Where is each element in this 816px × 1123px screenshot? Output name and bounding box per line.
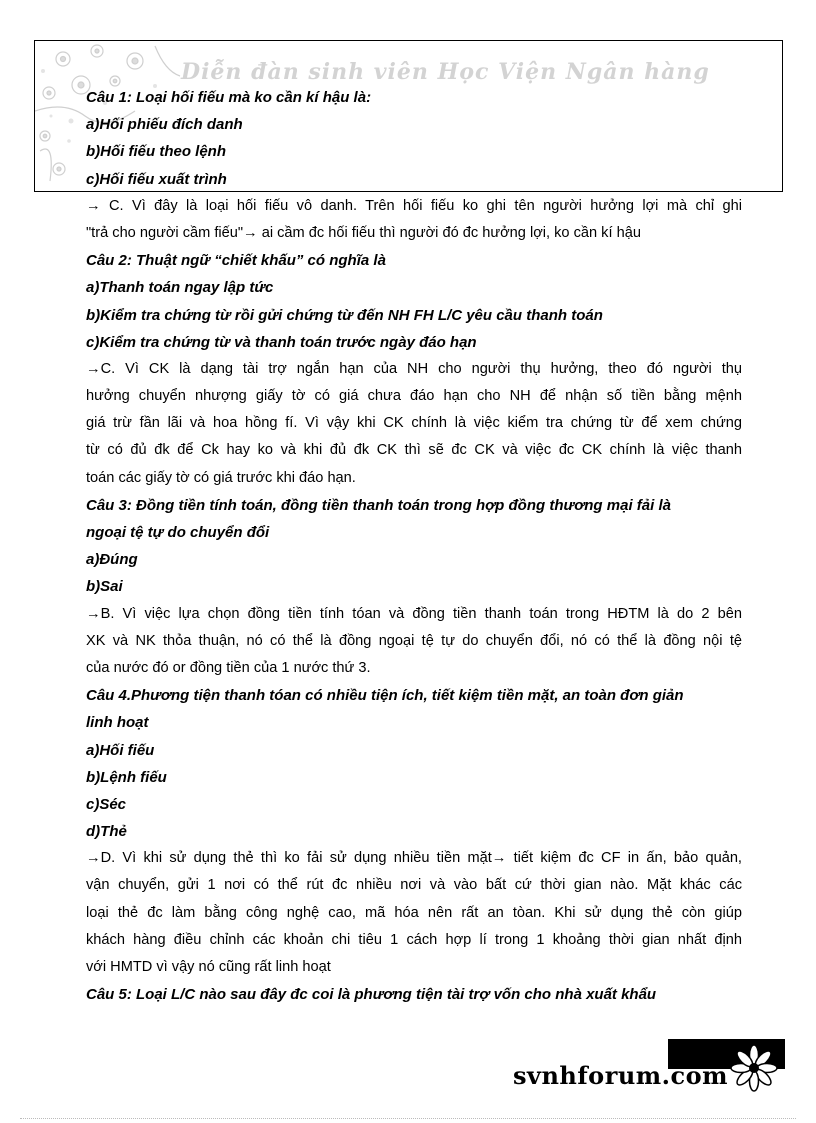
question-line: Câu 5: Loại L/C nào sau đây đc coi là phương tiện tài trợ vốn cho nhà xuất khẩu bbox=[86, 986, 657, 1004]
answer-option: c)Kiểm tra chứng từ và thanh toán trước ngày đáo hạn bbox=[86, 333, 477, 351]
answer-option: a)Đúng bbox=[86, 551, 138, 569]
page-bottom-divider bbox=[20, 1118, 796, 1119]
explanation-line: toán các giấy tờ có giá trước khi đáo hạn. bbox=[86, 469, 356, 486]
flower-logo-icon bbox=[722, 1042, 786, 1092]
explanation-line: "trả cho người cầm fiếu"→ ai cầm đc hối fiếu thì người đó đc hưởng lợi, ko cần kí hậu bbox=[86, 224, 641, 241]
explanation-line: loại thẻ đc làm bằng công nghệ cao, mã hóa nên rất an tòan. Khi sử dụng thẻ còn giúp bbox=[86, 904, 742, 921]
forum-title: Diễn đàn sinh viên Học Viện Ngân hàng bbox=[181, 59, 710, 85]
answer-option: a)Thanh toán ngay lập tức bbox=[86, 279, 274, 297]
explanation-line: của nước đó or đồng tiền của 1 nước thứ 3. bbox=[86, 659, 371, 676]
explanation-line: từ có đủ đk để Ck hay ko và khi đủ đk CK thì sẽ đc CK và việc đc CK chính là việc thanh bbox=[86, 442, 742, 459]
question-line: Câu 3: Đồng tiền tính toán, đồng tiền thanh toán trong hợp đồng thương mại fải là bbox=[86, 496, 671, 514]
explanation-line: → C. Vì đây là loại hối fiếu vô danh. Trên hối fiếu ko ghi tên người hưởng lợi mà chỉ ghi bbox=[86, 197, 742, 214]
question-line: Câu 1: Loại hối fiếu mà ko cần kí hậu là: bbox=[86, 89, 372, 106]
answer-option: c)Séc bbox=[86, 795, 127, 813]
question-line: Câu 2: Thuật ngữ “chiết khấu” có nghĩa là bbox=[86, 252, 386, 270]
explanation-line: XK và NK thỏa thuận, nó có thể là đồng ngoại tệ tự do chuyển đổi, nó có thể là đồng nội tệ bbox=[86, 632, 742, 649]
explanation-line: vận chuyển, gửi 1 nơi có thể rút đc nhiều nơi và vào bất cứ thời gian nào. Mặt khác các bbox=[86, 877, 742, 894]
footer-site-logo: svnhforum.com bbox=[513, 1061, 729, 1090]
explanation-line: →C. Vì CK là dạng tài trợ ngắn hạn của NH cho người thụ hưởng, theo đó người thụ bbox=[86, 360, 742, 377]
answer-option: b)Lệnh fiếu bbox=[86, 768, 167, 786]
question-line: Câu 4.Phương tiện thanh tóan có nhiều tiện ích, tiết kiệm tiền mặt, an toàn đơn giản bbox=[86, 687, 684, 705]
answer-option: d)Thẻ bbox=[86, 823, 127, 841]
answer-option: a)Hối fiếu bbox=[86, 741, 155, 759]
explanation-line: khách hàng điều chỉnh các khoản chi tiêu 1 cách hợp lí trong 1 khoảng thời gian nhất định bbox=[86, 931, 742, 948]
question-line: linh hoạt bbox=[86, 714, 149, 732]
explanation-line: →D. Vì khi sử dụng thẻ thì ko fải sử dụng nhiều tiền mặt→ tiết kiệm đc CF in ấn, bảo quản, bbox=[86, 850, 742, 867]
explanation-line: với HMTD vì vậy nó cũng rất linh hoạt bbox=[86, 959, 331, 975]
document-content bbox=[86, 84, 742, 1008]
answer-option: b)Hối fiếu theo lệnh bbox=[86, 143, 226, 161]
answer-option: b)Sai bbox=[86, 578, 123, 596]
explanation-line: giá trừ fần lãi và hoa hồng fí. Vì vậy khi CK chính là việc kiểm tra chứng từ để xem chứng bbox=[86, 415, 742, 432]
question-line: ngoại tệ tự do chuyển đổi bbox=[86, 524, 270, 541]
answer-option: a)Hối phiếu đích danh bbox=[86, 116, 243, 134]
answer-option: c)Hối fiếu xuất trình bbox=[86, 170, 227, 188]
explanation-line: →B. Vì việc lựa chọn đồng tiền tính tóan và đồng tiền thanh toán trong HĐTM là do 2 bên bbox=[86, 605, 742, 622]
explanation-line: hưởng chuyển nhượng giấy tờ có giá chưa đáo hạn cho NH để nhận số tiền bằng mệnh bbox=[86, 388, 742, 405]
answer-option: b)Kiểm tra chứng từ rồi gửi chứng từ đến NH FH L/C yêu cầu thanh toán bbox=[86, 306, 603, 324]
